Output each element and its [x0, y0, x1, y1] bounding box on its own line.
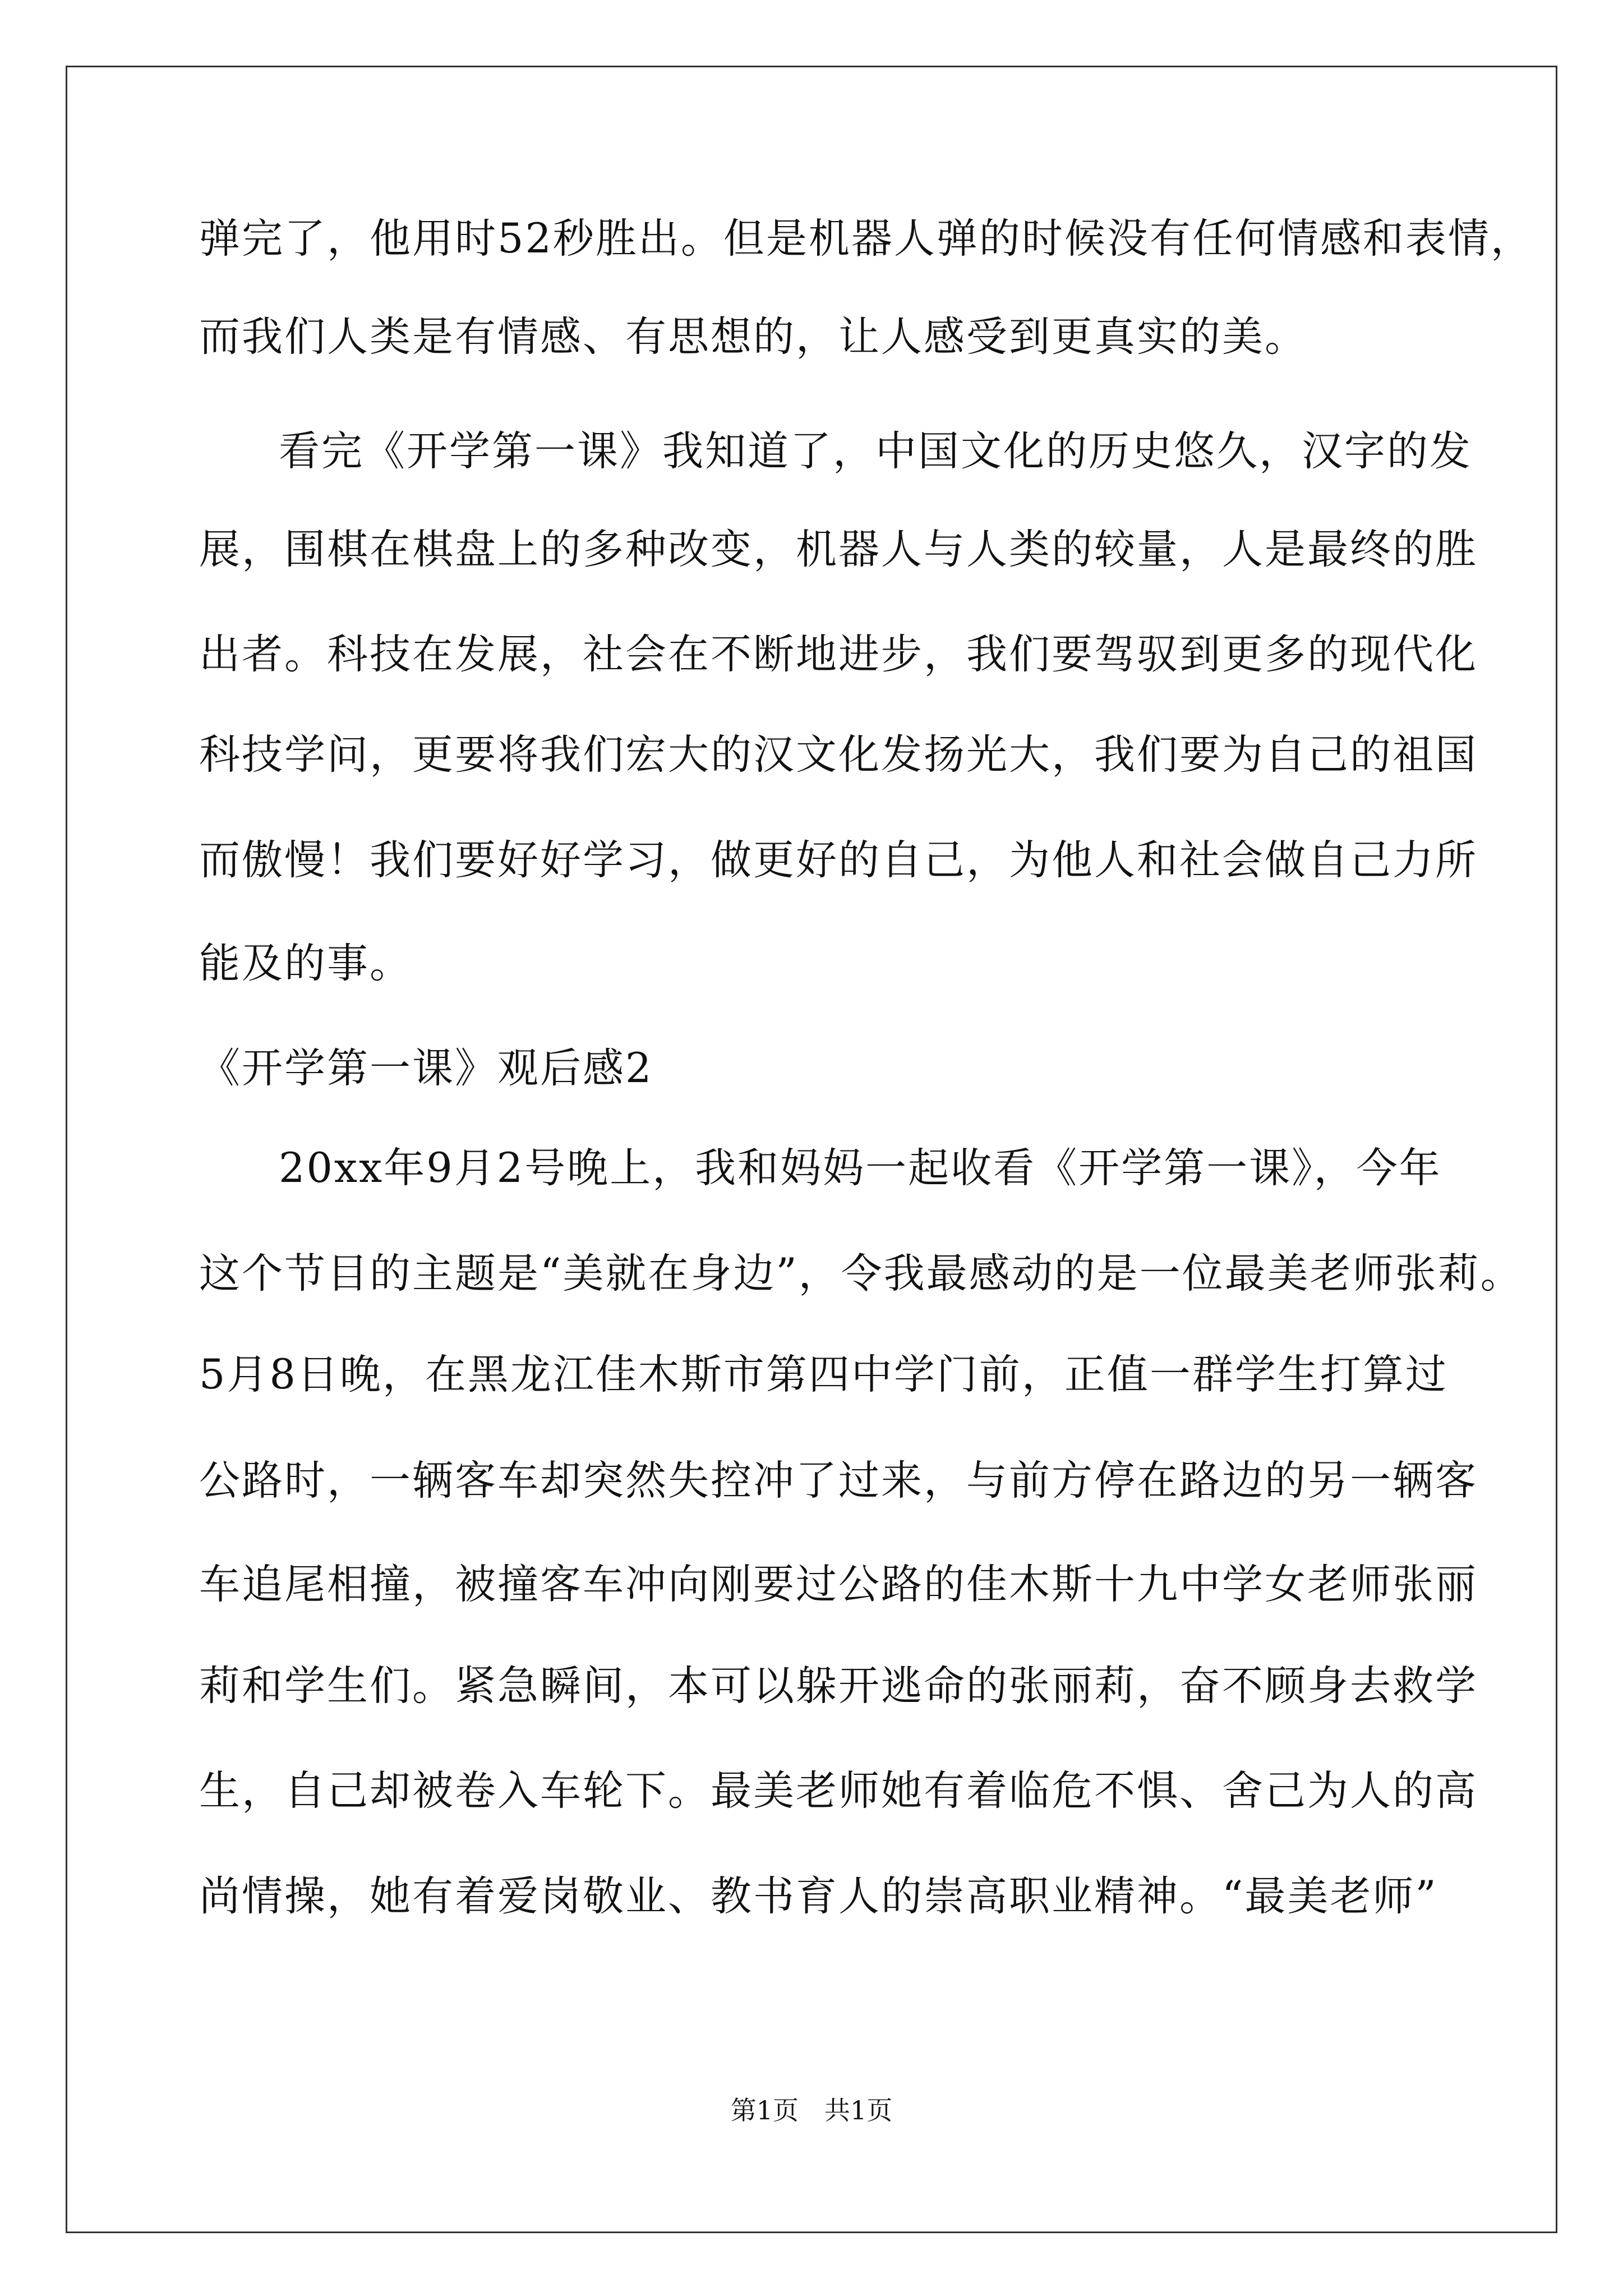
paragraph-line: 尚情操，她有着爱岗敬业、教书育人的崇高职业精神。“最美老师” — [199, 1872, 1438, 1920]
paragraph-line: 20xx年9月2号晚上，我和妈妈一起收看《开学第一课》，今年 — [279, 1144, 1442, 1192]
paragraph-line: 这个节目的主题是“美就在身边”，令我最感动的是一位最美老师张莉。 — [199, 1250, 1523, 1297]
paragraph-line: 公路时，一辆客车却突然失控冲了过来，与前方停在路边的另一辆客 — [199, 1457, 1478, 1504]
paragraph-line: 车追尾相撞，被撞客车冲向刚要过公路的佳木斯十九中学女老师张丽 — [199, 1561, 1478, 1608]
section-heading: 《开学第一课》观后感2 — [199, 1045, 653, 1092]
paragraph-line: 出者。科技在发展，社会在不断地进步，我们要驾驭到更多的现代化 — [199, 631, 1478, 678]
paragraph-line: 生，自己却被卷入车轮下。最美老师她有着临危不惧、舍己为人的高 — [199, 1767, 1478, 1815]
paragraph-line: 看完《开学第一课》我知道了，中国文化的历史悠久，汉字的发 — [279, 427, 1472, 475]
paragraph-line: 展，围棋在棋盘上的多种改变，机器人与人类的较量，人是最终的胜 — [199, 526, 1478, 573]
paragraph-line: 弹完了，他用时52秒胜出。但是机器人弹的时候没有任何情感和表情， — [199, 215, 1533, 263]
paragraph-line: 而傲慢！我们要好好学习，做更好的自己，为他人和社会做自己力所 — [199, 836, 1478, 884]
page-number: 第1页 共1页 — [730, 2095, 893, 2125]
paragraph-line: 莉和学生们。紧急瞬间，本可以躲开逃命的张丽莉，奋不顾身去救学 — [199, 1662, 1478, 1710]
paragraph-line: 而我们人类是有情感、有思想的，让人感受到更真实的美。 — [199, 313, 1307, 361]
paragraph-line: 5月8日晚，在黑龙江佳木斯市第四中学门前，正值一群学生打算过 — [199, 1351, 1448, 1398]
paragraph-line: 能及的事。 — [199, 940, 412, 987]
paragraph-line: 科技学问，更要将我们宏大的汉文化发扬光大，我们要为自己的祖国 — [199, 731, 1478, 779]
